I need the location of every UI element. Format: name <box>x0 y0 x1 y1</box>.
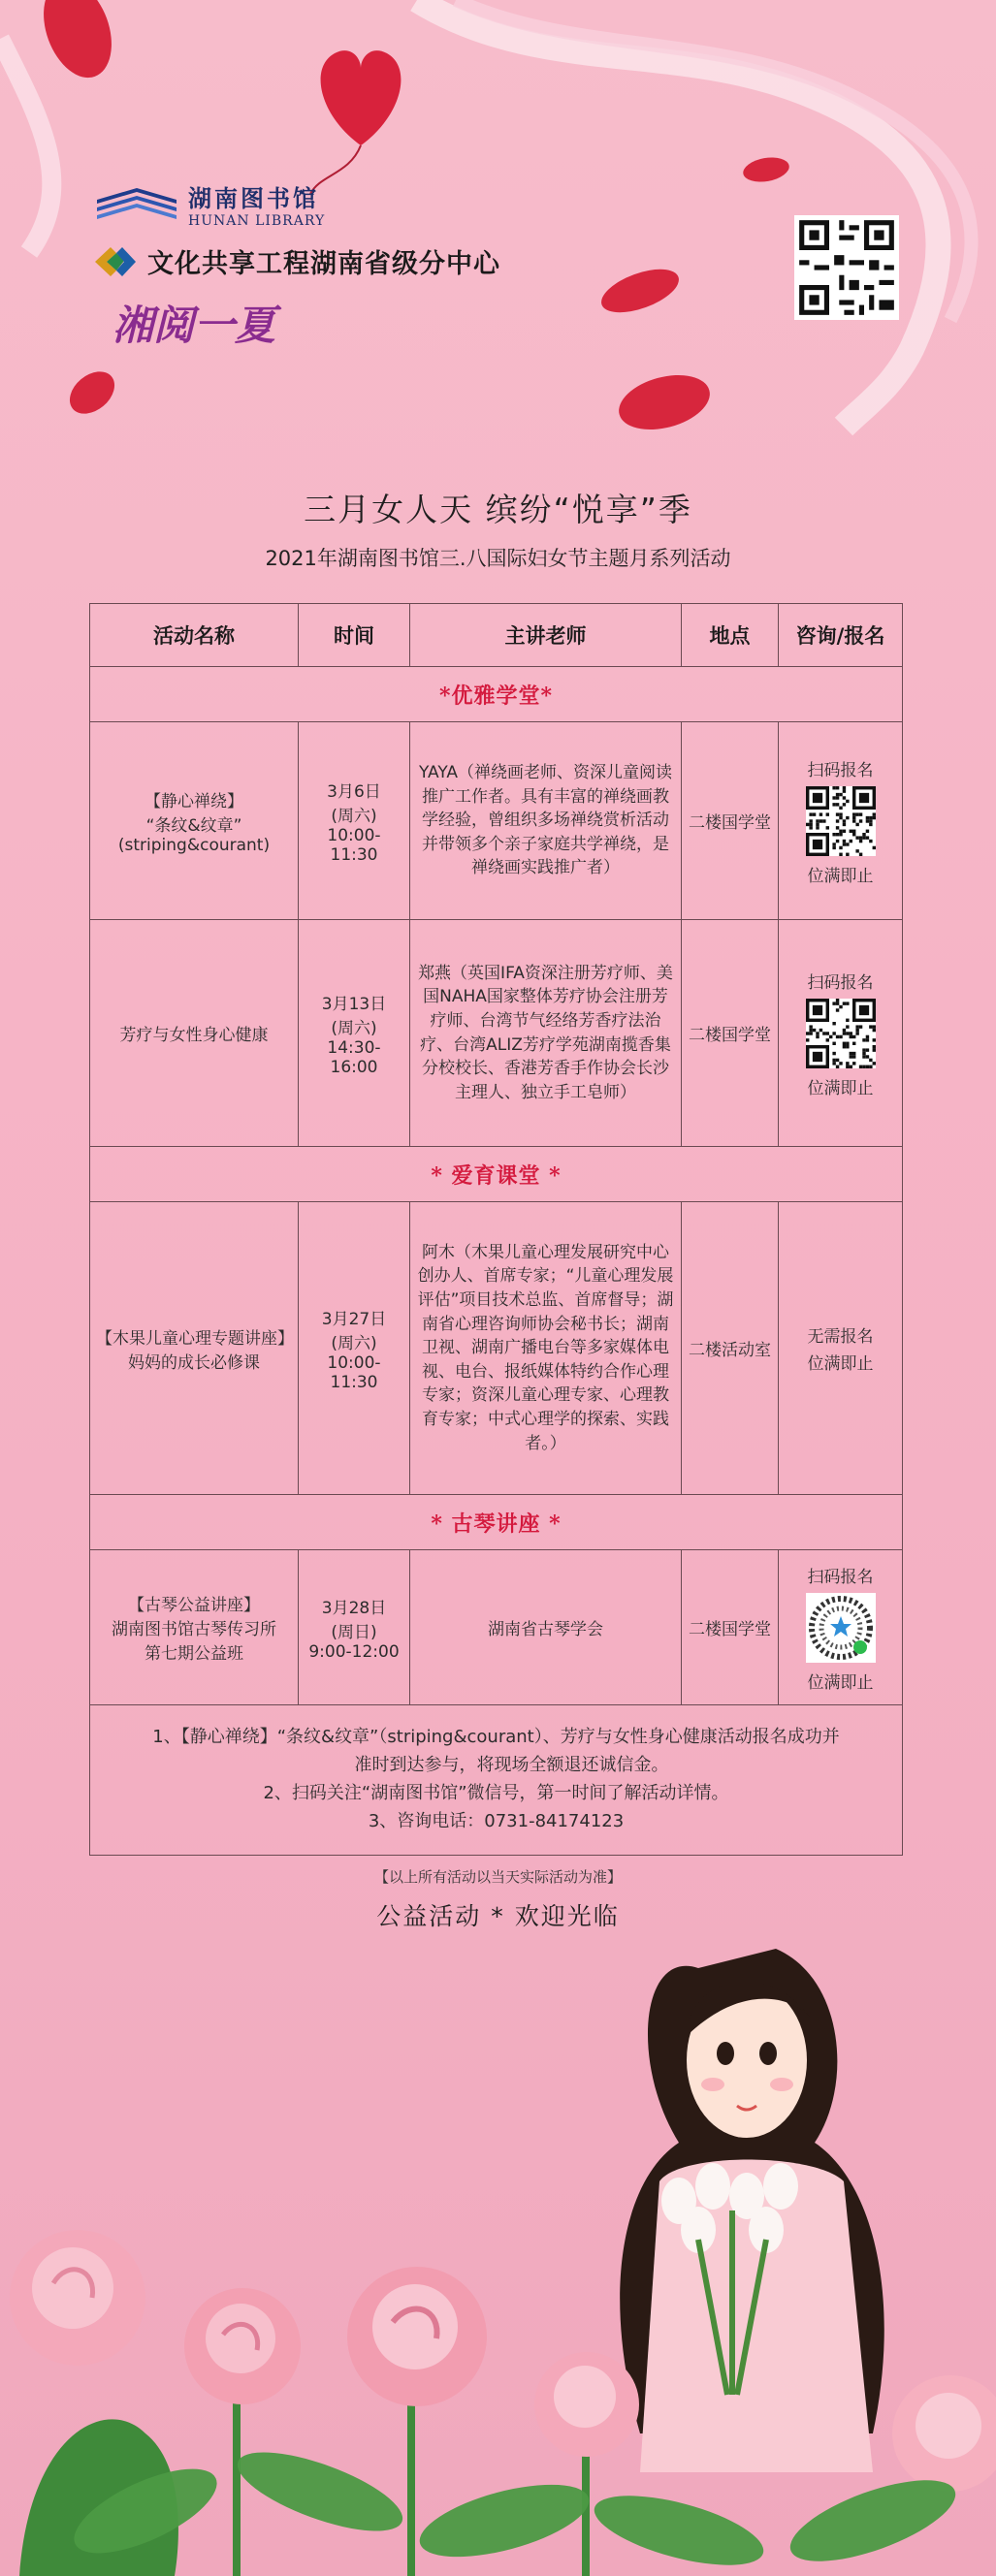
heart-balloon-icon <box>310 50 401 194</box>
contact-bottom-text: 位满即止 <box>807 1078 874 1098</box>
activity-name-line: “条纹&纹章” <box>145 815 242 836</box>
activity-name-line: 第七期公益班 <box>145 1644 243 1664</box>
qr-code-icon[interactable] <box>806 999 876 1068</box>
activity-name-cell <box>90 1202 299 1495</box>
contact-cell <box>779 722 903 920</box>
rose-icon <box>892 2375 996 2492</box>
note-line: 准时到达参与，将现场全额退还诚信金。 <box>354 1755 669 1776</box>
page-title: 三月女人天 缤纷“悦享”季 <box>304 491 692 528</box>
activity-name-line: 芳疗与女性身心健康 <box>119 1026 269 1045</box>
table-row <box>90 1202 903 1495</box>
place-cell: 二楼活动室 <box>682 1202 779 1495</box>
table-row <box>90 920 903 1147</box>
activity-date: 3月13日 <box>321 994 387 1014</box>
girl-illustration <box>620 1949 884 2472</box>
contact-cell <box>779 1550 903 1705</box>
column-header-time: 时间 <box>299 604 410 667</box>
page-subtitle: 2021年湖南图书馆三.八国际妇女节主题月系列活动 <box>265 547 731 570</box>
note-line: 2、扫码关注“湖南图书馆”微信号，第一时间了解活动详情。 <box>263 1783 729 1803</box>
activity-hours: 14:30-16:00 <box>327 1037 381 1077</box>
petal-decoration <box>31 0 124 87</box>
activity-name-line: 【古琴公益讲座】 <box>128 1596 260 1615</box>
activity-name-line: 【木果儿童心理专题讲座】 <box>96 1328 294 1349</box>
rose-icon <box>184 2288 301 2576</box>
activity-name-line: (striping&courant) <box>117 835 271 855</box>
section-row <box>90 1495 903 1550</box>
activity-schedule-table <box>89 603 903 1856</box>
contact-cell <box>779 920 903 1147</box>
activity-date: 3月28日 <box>321 1598 387 1618</box>
contact-cell <box>779 1202 903 1495</box>
activity-date: 3月27日 <box>321 1309 387 1329</box>
qr-code-icon[interactable] <box>806 786 876 856</box>
place-cell: 二楼国学堂 <box>682 920 779 1147</box>
contact-top-text: 无需报名 <box>807 1327 874 1347</box>
activity-hours: 10:00-11:30 <box>327 1352 381 1392</box>
wechat-qr-code-icon[interactable] <box>806 1593 876 1663</box>
activity-name-line: 湖南图书馆古琴传习所 <box>112 1620 276 1639</box>
activity-name-cell <box>90 920 299 1147</box>
note-line: 1、【静心禅绕】“条纹&纹章”（striping&courant）、芳疗与女性身心健康活动报名成功并 <box>152 1727 840 1748</box>
rose-icon <box>534 2352 639 2576</box>
activity-time-cell <box>299 920 410 1147</box>
activity-date: 3月6日 <box>327 781 381 802</box>
activity-name-line: 妈妈的成长必修课 <box>128 1352 260 1373</box>
activity-name-line: 【静心禅绕】 <box>145 791 243 811</box>
library-name-en: HUNAN LIBRARY <box>188 213 326 229</box>
place-cell: 二楼国学堂 <box>682 722 779 920</box>
hunan-library-logo <box>93 179 500 229</box>
qr-code-icon[interactable] <box>794 215 899 320</box>
disclaimer-text: 【以上所有活动以当天实际活动为准】 <box>373 1868 622 1886</box>
culture-center-name: 文化共享工程湖南省级分中心 <box>147 249 500 279</box>
table-row <box>90 1550 903 1705</box>
activity-hours: 9:00-12:00 <box>308 1641 400 1662</box>
xiang-yue-logo: 湘阅一夏 <box>112 302 276 349</box>
activity-time-cell <box>299 722 410 920</box>
book-logo-icon <box>93 182 180 227</box>
activity-time-cell <box>299 1202 410 1495</box>
contact-top-text: 扫码报名 <box>807 1567 874 1587</box>
activity-weekday: (周日) <box>331 1622 377 1642</box>
culture-sharing-logo <box>93 242 500 280</box>
teacher-cell: YAYA（禅绕画老师、资深儿童阅读推广工作者。具有丰富的禅绕画教学经验，曾组织多场禅绕赏析活动并带领多个亲子家庭共学禅绕，是禅绕画实践推广者） <box>410 722 682 920</box>
activity-hours: 10:00-11:30 <box>327 825 381 865</box>
place-cell: 二楼国学堂 <box>682 1550 779 1705</box>
table-row <box>90 722 903 920</box>
culture-logo-icon <box>93 245 138 278</box>
contact-bottom-text: 位满即止 <box>807 866 874 886</box>
section-label: *优雅学堂* <box>90 667 903 722</box>
activity-name-cell <box>90 1550 299 1705</box>
teacher-cell: 湖南省古琴学会 <box>410 1550 682 1705</box>
contact-top-text: 扫码报名 <box>807 760 874 780</box>
notes-cell <box>90 1705 903 1856</box>
column-header-place: 地点 <box>682 604 779 667</box>
notes-row <box>90 1705 903 1856</box>
section-label: * 爱育课堂 * <box>90 1147 903 1202</box>
table-header-row <box>90 604 903 667</box>
bottom-illustration <box>0 1891 996 2576</box>
welcome-text: 公益活动 * 欢迎光临 <box>376 1902 620 1930</box>
column-header-teacher: 主讲老师 <box>410 604 682 667</box>
section-row <box>90 667 903 722</box>
activity-weekday: (周六) <box>331 1333 377 1353</box>
teacher-cell: 阿木（木果儿童心理发展研究中心创办人、首席专家；“儿童心理发展评估”项目技术总监、首席督导；湖南省心理咨询师协会秘书长；湖南卫视、湖南广播电台等多家媒体电视、电台、报纸媒体特约合作心理专家；资深儿童心理专家、心理教育专家；中式心理学的探索、实践者。） <box>410 1202 682 1495</box>
library-name-cn: 湖南图书馆 <box>188 184 319 212</box>
section-label: * 古琴讲座 * <box>90 1495 903 1550</box>
activity-weekday: (周六) <box>331 806 377 826</box>
teacher-cell: 郑燕（英国IFA资深注册芳疗师、美国NAHA国家整体芳疗协会注册芳疗师、台湾节气经络芳香疗法治疗、台湾ALIZ芳疗学苑湖南揽香集分校校长、香港芳香手作协会长沙主理人、独立手工皂师） <box>410 920 682 1147</box>
header-logos <box>93 179 500 352</box>
column-header-name: 活动名称 <box>90 604 299 667</box>
contact-bottom-text: 位满即止 <box>807 1354 874 1374</box>
activity-weekday: (周六) <box>331 1018 377 1038</box>
contact-bottom-text: 位满即止 <box>807 1672 874 1693</box>
section-row <box>90 1147 903 1202</box>
activity-name-cell <box>90 722 299 920</box>
column-header-contact: 咨询/报名 <box>779 604 903 667</box>
note-line: 3、咨询电话：0731-84174123 <box>368 1810 625 1831</box>
contact-top-text: 扫码报名 <box>807 972 874 993</box>
activity-time-cell <box>299 1550 410 1705</box>
